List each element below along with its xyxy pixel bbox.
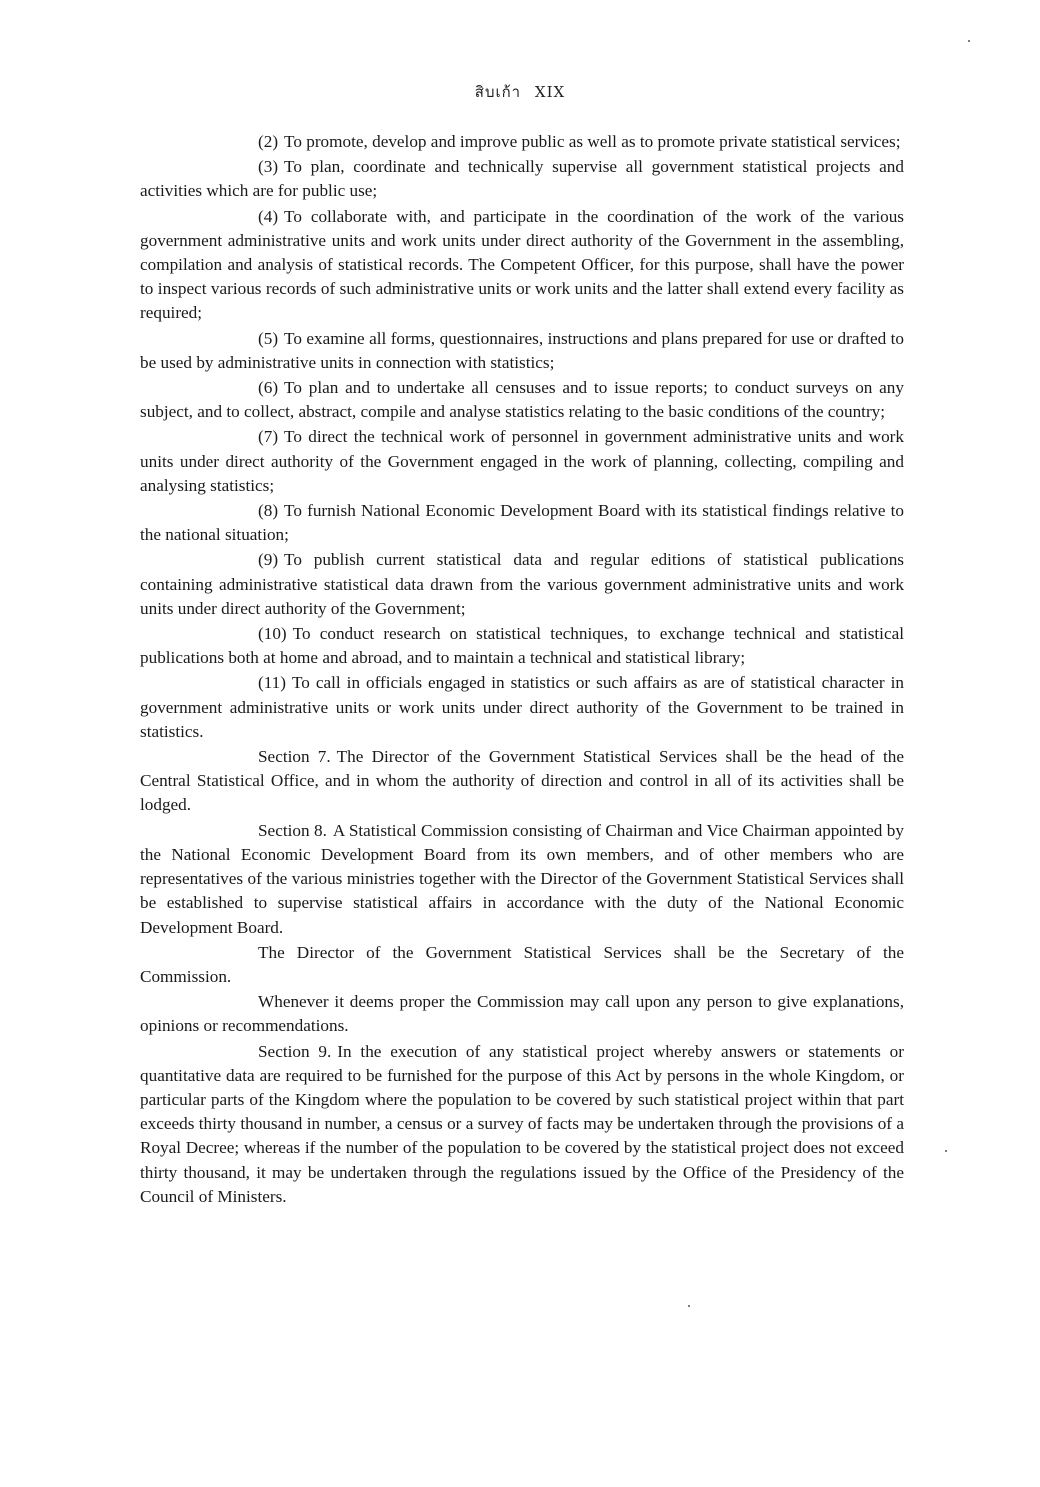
- scan-speck: [688, 1305, 690, 1307]
- paragraph-10: [140, 622, 904, 671]
- paragraph-number: (3): [258, 157, 279, 177]
- section-text: In the execution of any statistical project whereby answers or statements or quantitative data are required to be furnished for the purpose of this Act by persons in the whole Kingdom, or particular parts of the Kingdom where the population to be covered by such statistical project within that part exceeds thirty thousand in number, a census or a survey of facts may be undertaken through the provisions of a Royal Decree; whereas if the number of the population to be covered by the statistical project does not exceed thirty thousand, it may be undertaken through the regulations issued by the Office of the Presidency of the Council of Ministers.: [140, 1041, 904, 1206]
- paragraph-4: [140, 205, 904, 327]
- paragraph-7: [140, 425, 904, 499]
- roman-page-number: XIX: [534, 83, 566, 101]
- paragraph-11: [140, 671, 904, 745]
- paragraph-text: To publish current statistical data and regular editions of statistical publications containing administrative statistical data drawn from the various government administrative units and work units under direct authority of the Government;: [140, 550, 904, 618]
- section-text: A Statistical Commission consisting of Chairman and Vice Chairman appointed by the National Economic Development Board from its own members, and of other members who are representatives of the various ministries together with the Director of the Government Statistical Services shall be established to supervise statistical affairs in accordance with the duty of the National Economic Development Board.: [140, 820, 904, 937]
- paragraph-number: (4): [258, 206, 279, 226]
- paragraph-9: [140, 548, 904, 622]
- paragraph-text: To furnish National Economic Development Board with its statistical findings relative to the national situation;: [140, 501, 904, 545]
- paragraph-text: To call in officials engaged in statistics or such affairs as are of statistical character in government administrative units or work units under direct authority of the Government to be trained in statistics.: [140, 673, 904, 741]
- paragraph-6: [140, 376, 904, 425]
- paragraph-number: (11): [258, 673, 286, 693]
- paragraph-text: To plan and to undertake all censuses and to issue reports; to conduct surveys on any subject, and to collect, abstract, compile and analyse statistics relating to the basic conditions of the country;: [140, 378, 904, 422]
- paragraph-2: [140, 130, 904, 155]
- section-8: [140, 819, 904, 941]
- paragraph-number: (7): [258, 427, 279, 447]
- paragraph-5: [140, 327, 904, 376]
- section-number: Section 7.: [258, 747, 331, 767]
- paragraph-number: (9): [258, 550, 279, 570]
- scan-speck: [968, 40, 970, 42]
- scan-speck: [945, 1150, 947, 1152]
- section-number: Section 9.: [258, 1041, 332, 1061]
- paragraph-text: To promote, develop and improve public as well as to promote private statistical services;: [284, 132, 901, 151]
- paragraph-number: (6): [258, 378, 279, 398]
- paragraph-number: (8): [258, 501, 279, 521]
- section-number: Section 8.: [258, 820, 327, 840]
- paragraph-text: Whenever it deems proper the Commission may call upon any person to give explanations, opinions or recommendations.: [140, 992, 904, 1036]
- section-7: [140, 745, 904, 819]
- paragraph-8: [140, 499, 904, 548]
- paragraph-number: (2): [258, 132, 279, 151]
- paragraph-text: To examine all forms, questionnaires, instructions and plans prepared for use or drafted to be used by administrative units in connection with statistics;: [140, 328, 904, 372]
- section-8-call-upon: [140, 990, 904, 1039]
- section-9: [140, 1040, 904, 1210]
- thai-page-number: สิบเก้า: [474, 83, 522, 101]
- paragraph-text: The Director of the Government Statistical Services shall be the Secretary of the Commission.: [140, 942, 904, 986]
- section-8-secretary: [140, 941, 904, 990]
- paragraph-text: To collaborate with, and participate in the coordination of the work of the various government administrative units and work units under direct authority of the Government in the assembling, compilation and analysis of statistical records. The Competent Officer, for this purpose, shall have the power to inspect various records of such administrative units or work units and the latter shall extend every facility as required;: [140, 206, 904, 323]
- paragraph-3: [140, 155, 904, 204]
- page-header: [0, 80, 1040, 104]
- body-text: [140, 130, 904, 1210]
- paragraph-text: To direct the technical work of personnel in government administrative units and work units under direct authority of the Government engaged in the work of planning, collecting, compiling and analysing statistics;: [140, 427, 904, 495]
- section-text: The Director of the Government Statistical Services shall be the head of the Central Statistical Office, and in whom the authority of direction and control in all of its activities shall be lodged.: [140, 747, 904, 815]
- paragraph-text: To plan, coordinate and technically supervise all government statistical projects and activities which are for public use;: [140, 157, 904, 201]
- paragraph-number: (10): [258, 624, 287, 644]
- paragraph-number: (5): [258, 328, 279, 348]
- paragraph-text: To conduct research on statistical techniques, to exchange technical and statistical publications both at home and abroad, and to maintain a technical and statistical library;: [140, 624, 904, 668]
